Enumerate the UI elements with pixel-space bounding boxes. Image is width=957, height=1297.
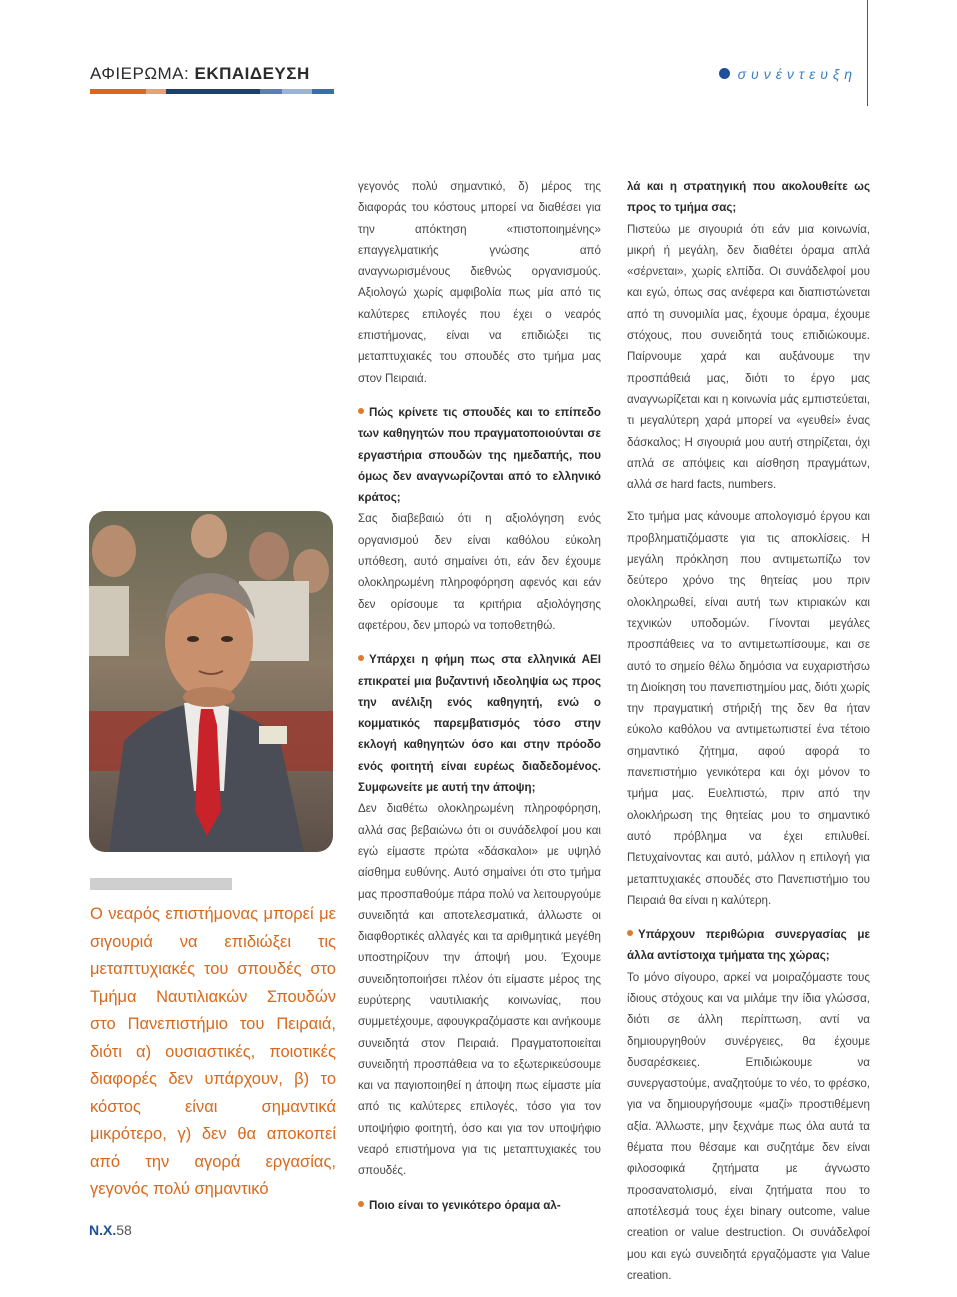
interview-question: [358, 1195, 601, 1216]
magazine-brand: Ν.Χ.: [89, 1222, 117, 1238]
bullet-dot-icon: [358, 655, 364, 661]
question-text: Υπάρχουν περιθώρια συνεργασίας με άλλα αντίστοιχα τμήματα της χώρας;: [627, 928, 870, 963]
interview-answer: Το μόνο σίγουρο, αρκεί να μοιραζόμαστε τους ίδιους στόχους και να μιλάμε την ίδια γλώσσα, διότι σε άλλη περίπτωση, αντί να δημιουργηθούν συνέργειες, θα έχουμε δυσαρέσκειες. Επιδιώκουμε να συνεργαστούμε, αναζητούμε το νέο, το φρέσκο, για να δημιουργήσουμε «μαζί» προστιθέμενη αξία. Άλλωστε, μην ξεχνάμε πως όλα αυτά τα θέματα που θέσαμε και συζητάμε δεν είναι φιλοσοφικά ζητήματα με άγνωστο προσανατολισμό, είναι ζητήματα που το αποτέλεσμά τους έχει binary outcome, value creation or value destruction. Οι συνάδελφοί μου και εγώ συνειδητά εργαζόμαστε για Value creation.: [627, 970, 870, 1282]
caption-bar: [90, 878, 232, 890]
page-number-value: 58: [116, 1222, 132, 1238]
interview-question-continued: λά και η στρατηγική που ακολουθείτε ως προς το τμήμα σας;: [627, 180, 870, 215]
section-name: ΕΚΠΑΙΔΕΥΣΗ: [194, 64, 310, 83]
interview-answer: Πιστεύω με σιγουριά ότι εάν μια κοινωνία, μικρή ή μεγάλη, δεν διαθέτει όραμα απλά «σέρνεται», χωρίς ελπίδα. Οι συνάδελφοί μου και εγώ, όπως σας ανέφερα και διαπιστώνεται από τη συνομιλία μας, έχουμε όραμα, έχουμε στόχους, που συνειδητά τους επιδιώκουμε. Παίρνουμε χαρά και αυξάνουμε την προσπάθειά μας, διότι το έργο μας αναγνωρίζεται και η κοινωνία μάς εμπιστεύεται, τι μεγαλύτερη χαρά μπορεί να «γευθεί» ένας δάσκαλος; Η σιγουριά μου αυτή στηρίζεται, όχι απλά σε απόψεις και αίσθηση πραγμάτων, αλλά σε hard facts, numbers.: [627, 222, 870, 492]
question-text: Πώς κρίνετε τις σπουδές και το επίπεδο των καθηγητών που πραγματοποιούνται σε εργαστήρια σπουδών της ημεδαπής, που όμως δεν αναγνωρίζονται από το ελληνικό κράτος;: [358, 405, 601, 505]
interviewee-photo: [89, 511, 333, 852]
section-color-bar: [90, 89, 334, 94]
color-segment: [260, 89, 282, 94]
color-segment: [90, 89, 146, 94]
question-text: Ποιο είναι το γενικότερο όραμα αλ-: [369, 1198, 561, 1212]
color-segment: [312, 89, 334, 94]
interview-answer: Σας διαβεβαιώ ότι η αξιολόγηση ενός οργανισμού δεν είναι καθόλου εύκολη υπόθεση, αυτό σημαίνει ότι, εάν δεν έχουμε ολοκληρωμένη πληροφόρηση αφενός και εάν δεν ορίσουμε τα κριτήρια αξιολόγησης αφετέρου, δεν μπορώ να τοποθετηθώ.: [358, 512, 601, 632]
article-column-1: [358, 176, 601, 1216]
interview-question: [358, 402, 601, 508]
bullet-dot-icon: [358, 1201, 364, 1207]
interview-answer: Στο τμήμα μας κάνουμε απολογισμό έργου και προβληματιζόμαστε για τις αποκλίσεις. Η μεγάλη πρόκληση που αντιμετωπίζω τον δεύτερο χρόνο της θητείας μου πριν ολοκληρωθεί, είναι αυτή των κτιριακών και τεχνικών υποδομών. Γίνονται μεγάλες προσπάθειες να το αντιμετωπίσουμε, και σε αυτό το σημείο θέλω δημόσια να ευχαριστήσω τη Διοίκηση του πανεπιστημίου μας, διότι χωρίς την πραγματική στήριξή της δεν θα ήταν εύκολο καθόλου να αντιμετωπιστεί ένα τέτοιο σημαντικό ζήτημα, αφού αφορά το πανεπιστήμιο γενικότερα και όχι μόνον το τμήμα μας. Ευελπιστώ, πριν από την ολοκλήρωση της θητείας μου το σημαντικό αυτό πρόβλημα να έχει επιλυθεί. Πετυχαίνοντας και αυτό, μάλλον η επιλογή για μεταπτυχιακές σπουδές στο Πανεπιστήμιο του Πειραιά θα είναι η καλύτερη.: [627, 510, 870, 907]
pullquote: Ο νεαρός επιστήμονας μπορεί με σιγουριά να επιδιώξει τις μεταπτυχιακές του σπουδές στο Τμήμα Ναυτιλιακών Σπουδών στο Πανεπιστήμιο του Πειραιά, διότι α) ουσιαστικές, ποιοτικές διαφορές δεν υπάρχουν, β) το κόστος είναι σημαντικά μικρότερο, γ) δεν θα αποκοπεί από την αγορά εργασίας, γεγονός πολύ σημαντικό: [90, 905, 336, 1198]
section-prefix: ΑΦΙΕΡΩΜΑ:: [90, 64, 190, 83]
interview-tag: [719, 66, 857, 82]
bullet-dot-icon: [627, 930, 633, 936]
portrait-illustration: [89, 511, 333, 852]
page-number: [89, 1222, 132, 1238]
bullet-dot-icon: [719, 68, 730, 79]
bullet-dot-icon: [358, 408, 364, 414]
article-column-2: [627, 176, 870, 1297]
paragraph: γεγονός πολύ σημαντικό, δ) μέρος της διαφοράς του κόστους μπορεί να διαθέσει για την απόκτηση «πιστοποιημένης» επαγγελματικής γνώσης από αναγνωρισμένους διεθνώς οργανισμούς. Αξιολογώ χωρίς αμφιβολία πως μία από τις καλύτερες επιλογές που έχει ο νεαρός επιστήμονας, είναι να επιδιώξει τις μεταπτυχιακές του σπουδές στο τμήμα μας στον Πειραιά.: [358, 180, 601, 385]
interview-label: συνέντευξη: [737, 66, 857, 82]
interview-answer: Δεν διαθέτω ολοκληρωμένη πληροφόρηση, αλλά σας βεβαιώνω ότι οι συνάδελφοί μου και εγώ είμαστε πρώτα «δάσκαλοι» με υψηλό αίσθημα ευθύνης. Αυτό σημαίνει ότι στο τμήμα μας προσπαθούμε πάρα πολύ να λειτουργούμε συνειδητά και αποτελεσματικά, άλλωστε οι διαφθορτικές αλλαγές και τα αριθμητικά μεγέθη υποστηρίζουν την άποψή μου. Έχουμε συνειδητοποιήσει πλέον ότι είμαστε μέρος της ευρύτερης ναυτιλιακής κοινωνίας, που συμμετέχουμε, αφουγκραζόμαστε και ανήκουμε συνειδητά στον Πειραιά. Πραγματοποιείται συνειδητή προσπάθεια να το εξωτερικεύσουμε και να παγιοποιηθεί η άποψη πως είμαστε μία από τις καλύτερες επιλογές, τόσο για τον υποψήφιο φοιτητή, όσο και για τον υποψήφιο νεαρό επιστήμονα για τις μεταπτυχιακές του σπουδές.: [358, 802, 601, 1178]
question-text: Υπάρχει η φήμη πως στα ελληνικά ΑΕΙ επικρατεί μια βυζαντινή ιδεοληψία ως προς την ανέλιξη ενός καθηγητή, ενώ ο κομματικός παρεμβατισμός τόσο στην εκλογή καθηγητών όσο και στην πρόοδο ενός φοιτητή είναι ευρέως διαδεδομένος. Συμφωνείτε με αυτή την άποψη;: [358, 653, 601, 795]
color-segment: [282, 89, 312, 94]
interview-question: [358, 649, 601, 798]
interview-question: [627, 924, 870, 967]
section-title: [90, 64, 310, 84]
color-segment: [166, 89, 260, 94]
vertical-divider: [867, 0, 868, 106]
color-segment: [146, 89, 166, 94]
